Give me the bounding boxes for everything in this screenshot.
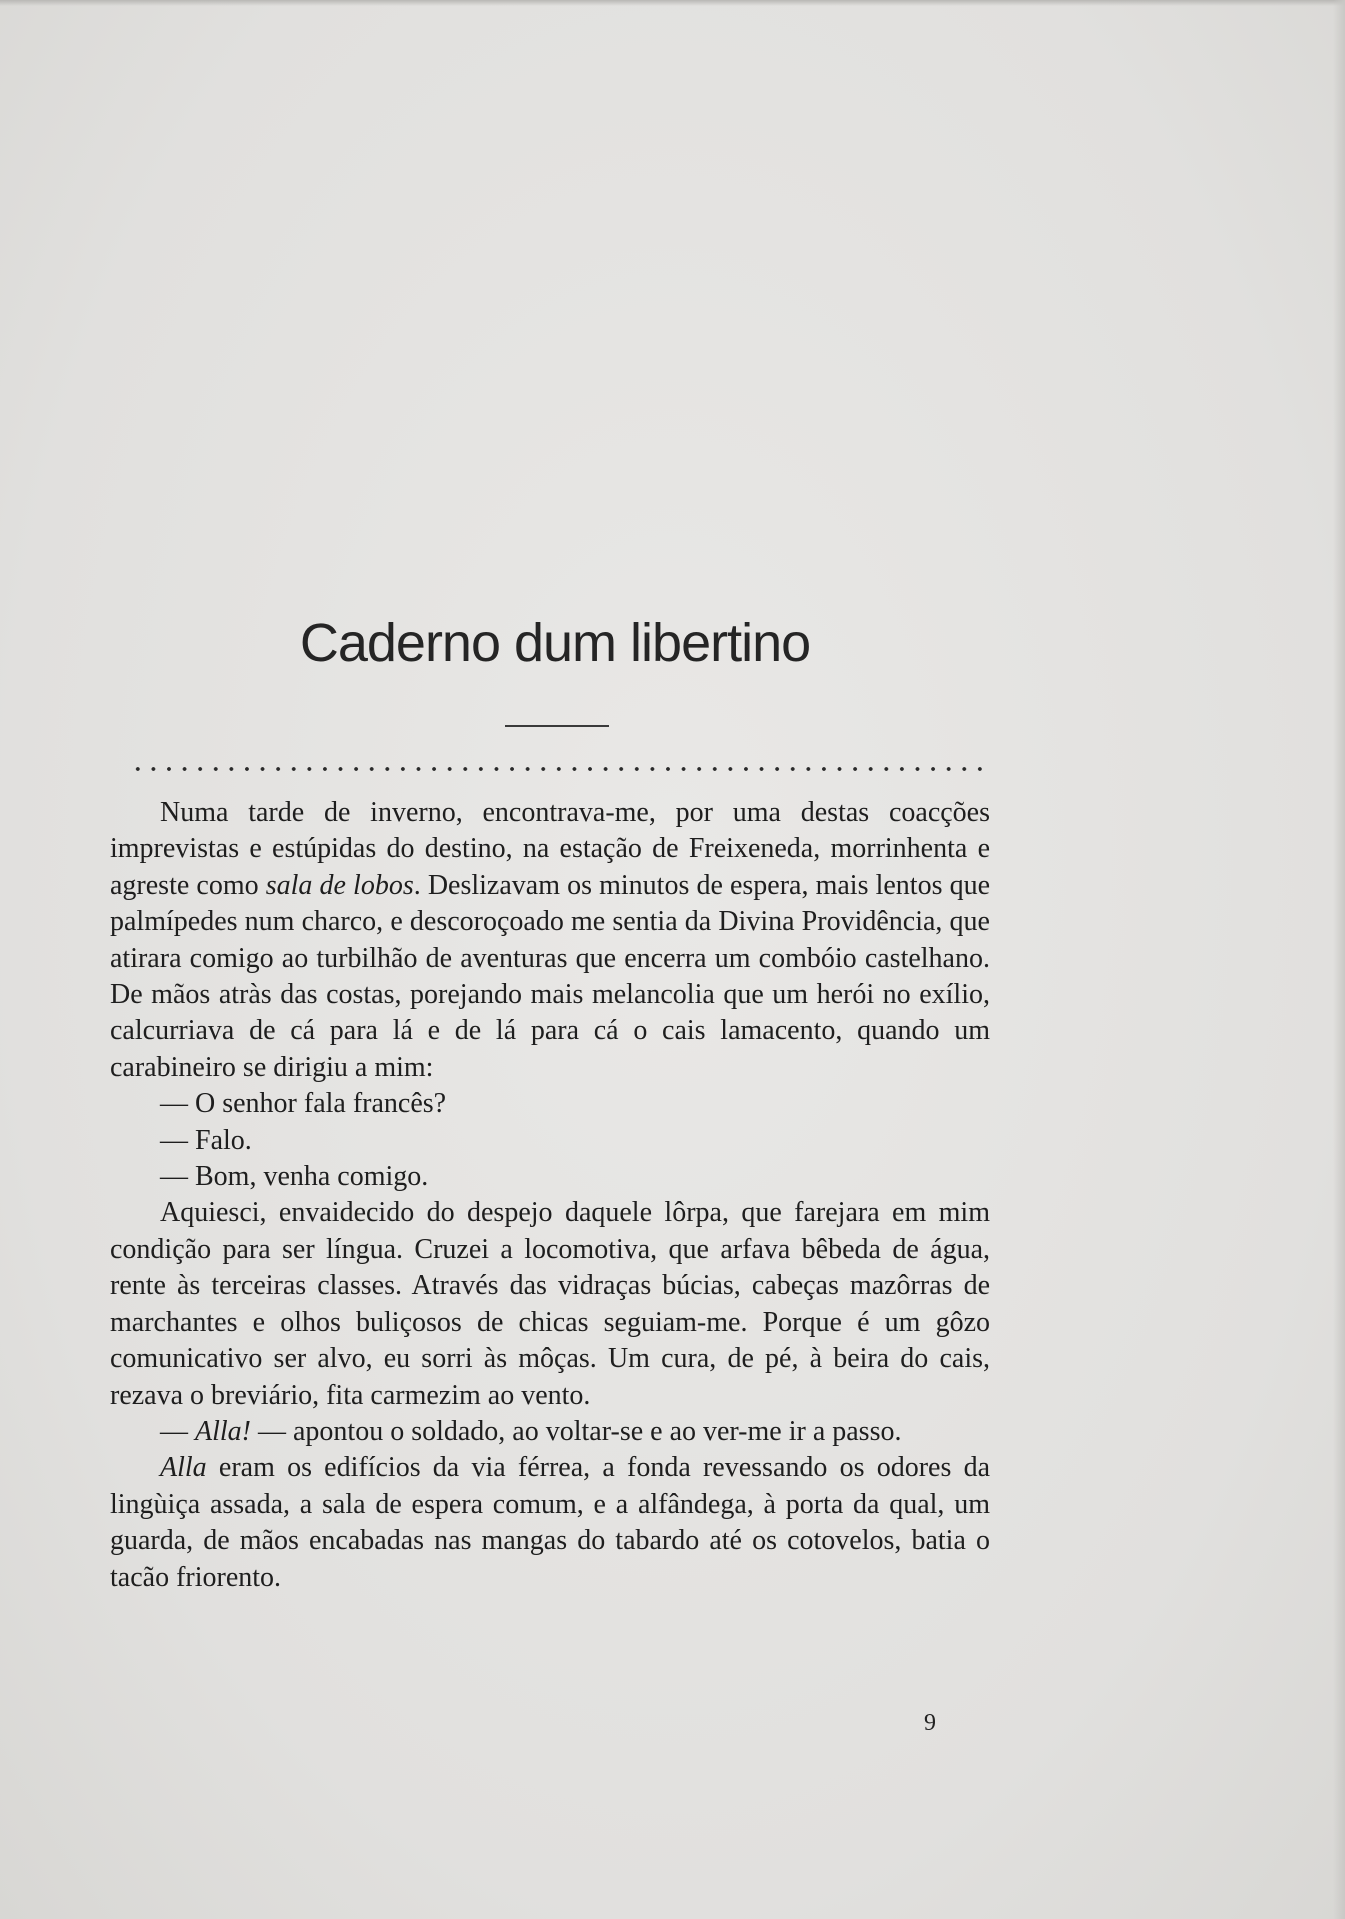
dialog-line-4-rest: — apontou o soldado, ao voltar-se e ao ver-me ir a passo. <box>251 1415 902 1447</box>
dialog-line-4-italic: Alla! <box>195 1415 251 1447</box>
dialog-line-4-dash: — <box>160 1415 195 1447</box>
dialog-line-3: — Bom, venha comigo. <box>160 1161 429 1193</box>
title-rule <box>505 725 609 727</box>
body-text <box>110 795 990 1596</box>
chapter-title: Caderno dum libertino <box>299 613 811 673</box>
dialog-line-1: — O senhor fala francês? <box>160 1088 447 1120</box>
paragraph-3 <box>110 1450 990 1596</box>
dot-leader <box>130 765 990 773</box>
page-right-edge <box>1333 0 1345 1919</box>
paragraph-3-rest: eram os edifícios da via férrea, a fonda revessando os odores da lingùiça assada, a sala de espera comum, e a alfândega, à porta da qual, um guarda, de mãos encabadas nas mangas do tabardo até os cotovelos, batia o tacão friorento. <box>110 1452 990 1593</box>
paragraph-1-text-a: Numa tarde de inverno, encontrava-me, por uma destas coacções imprevistas e estúpidas do destino, na estação de Freixeneda, morrinhenta e agreste como <box>110 797 990 901</box>
paragraph-1-italic: sala de lobos <box>265 869 414 901</box>
dialog-line-2: — Falo. <box>160 1124 252 1156</box>
paragraph-1 <box>110 795 990 1086</box>
dialog-line-4 <box>110 1414 990 1450</box>
page-number: 9 <box>924 1710 936 1736</box>
paragraph-2: Aquiesci, envaidecido do despejo daquele lôrpa, que farejara em mim condição para ser língua. Cruzei a locomotiva, que arfava bêbeda de água, rente às terceiras classes. Através das vidraças búcias, cabeças mazôrras de marchantes e olhos buliçosos de chicas seguiam-me. Porque é um gôzo comunicativo ser alvo, eu sorri às môças. Um cura, de pé, à beira do cais, rezava o breviário, fita carmezim ao vento. <box>110 1197 990 1411</box>
page-top-edge <box>0 0 1345 6</box>
paragraph-1-text-b: . Deslizavam os minutos de espera, mais lentos que palmípedes num charco, e descoroçoado me sentia da Divina Providência, que atirara comigo ao turbilhão de aventuras que encerra um combóio castelhano. De mãos atràs das costas, porejando mais melancolia que um herói no exílio, calcurriava de cá para lá e de lá para cá o cais lamacento, quando um carabineiro se dirigiu a mim: <box>110 869 991 1083</box>
paragraph-3-italic: Alla <box>160 1452 207 1484</box>
